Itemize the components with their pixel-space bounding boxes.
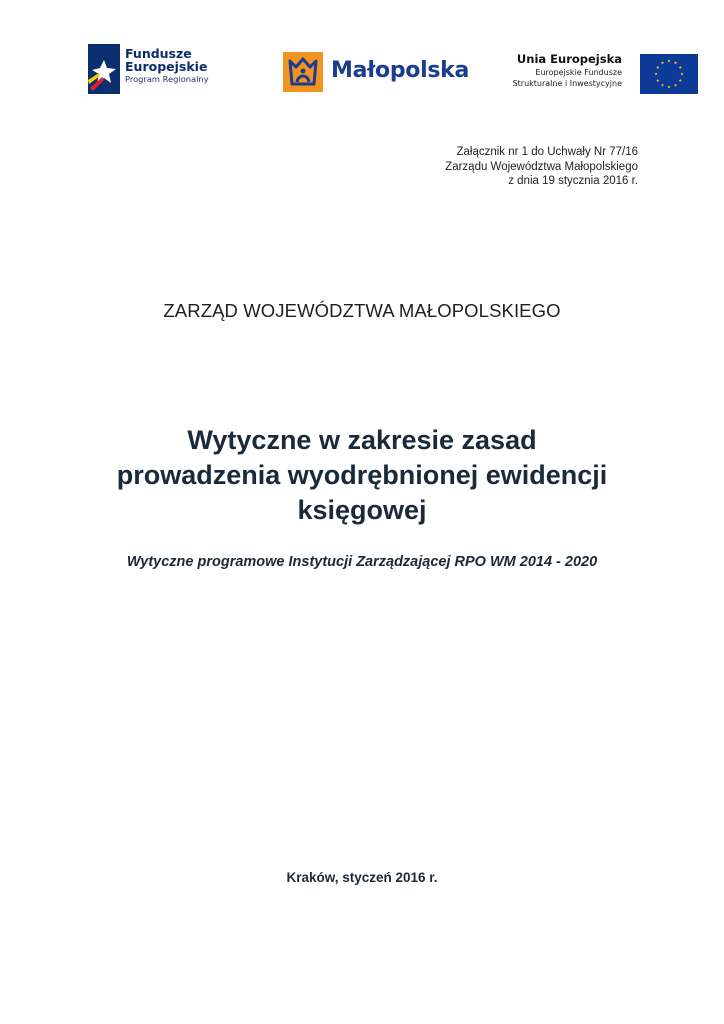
eu-flag-icon	[640, 54, 698, 94]
annex-line2: Zarządu Województwa Małopolskiego	[445, 160, 638, 173]
document-subtitle: Wytyczne programowe Instytucji Zarządzającej RPO WM 2014 - 2020	[126, 554, 598, 570]
logo-bar	[0, 42, 724, 100]
board-heading: ZARZĄD WOJEWÓDZTWA MAŁOPOLSKIEGO	[163, 300, 561, 321]
annex-line3: z dnia 19 stycznia 2016 r.	[508, 175, 638, 187]
unia-line2: Europejskie Fundusze	[535, 68, 622, 77]
unia-text	[513, 52, 622, 89]
fundusze-line1: Fundusze	[125, 46, 192, 61]
fundusze-europejskie-logo	[88, 42, 238, 98]
malopolska-logo	[283, 52, 473, 94]
unia-line3: Strukturalne i Inwestycyjne	[512, 79, 622, 88]
document-title	[62, 423, 662, 528]
title-line1: Wytyczne w zakresie zasad	[187, 425, 537, 455]
fundusze-line2: Europejskie	[125, 59, 208, 74]
malopolska-name: Małopolska	[331, 58, 469, 83]
title-line2: prowadzenia wyodrębnionej ewidencji	[116, 460, 608, 490]
title-line3: księgowej	[297, 495, 427, 525]
fundusze-text	[125, 47, 209, 85]
annex-line1: Załącznik nr 1 do Uchwały Nr 77/16	[456, 146, 638, 158]
place-and-date: Kraków, styczeń 2016 r.	[286, 870, 438, 885]
eu-funds-star-icon	[88, 44, 120, 94]
annex-reference	[445, 145, 638, 189]
unia-europejska-logo	[510, 50, 702, 96]
fundusze-line3: Program Regionalny	[125, 74, 209, 84]
unia-line1: Unia Europejska	[516, 52, 622, 66]
malopolska-crown-icon	[283, 52, 323, 92]
